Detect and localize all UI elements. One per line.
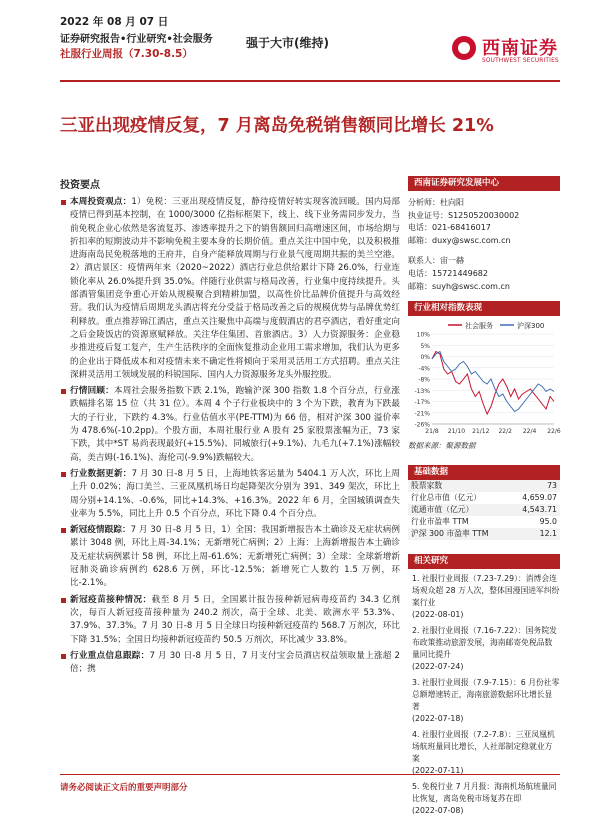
related-report-date: (2022-07-11) [412, 766, 464, 776]
analyst-license: 执业证号：S1250520030002 [408, 210, 520, 220]
point-head: 行情回顾： [70, 386, 114, 397]
analyst-box-title: 西南证券研究发展中心 [408, 176, 560, 191]
point-head: 行业重点信息跟踪： [70, 650, 150, 661]
y-tick-label: -13% [414, 387, 430, 395]
relative-index-chart [408, 318, 560, 438]
point-investment-view [60, 196, 400, 382]
contact-name: 联系人：宙一赫 [408, 256, 464, 266]
point-text: 7 月 30 日-8 月 5 日，1）全国：我国新增报告本土确诊及无症状病例累计 3048 例，环比上周-34.1%；无新增死亡病例；2）上海：上海新增报告本土确诊及无症状病例累计 58 例，环比上周-61.6%；无新增死亡病例；3）全球：全球新增新冠肺炎确诊病例约 628.6 万例，环比-12.5%；新增死亡人数约 1.5 万例，环比-2.1%。 [70, 525, 400, 589]
report-type: 证券研究报告•行业研究•社会服务 [60, 34, 213, 45]
industry-rating: 强于大市(维持) [246, 36, 329, 50]
basic-data-label: 行业总市值（亿元） [411, 493, 482, 503]
point-covid-tracking [60, 524, 400, 590]
points-heading: 投资要点 [60, 180, 100, 191]
contact-email[interactable]: 邮箱：suyh@swsc.com.cn [408, 281, 510, 291]
point-head: 本周投资观点： [70, 197, 132, 207]
legend-label: 沪深300 [517, 322, 545, 331]
point-market-review [60, 385, 400, 465]
header-divider [60, 80, 560, 82]
y-tick-label: 5% [420, 342, 430, 350]
related-report-title: 3. 社服行业周报（7.9-7.15）：6 月份社零总额增速转正，海南旅游数据环比增长显著 [412, 678, 560, 712]
basic-data-label: 流通市值（亿元） [411, 505, 474, 515]
basic-data-value: 4,659.07 [522, 493, 557, 503]
y-tick-label: 0% [420, 354, 430, 362]
investment-points [60, 176, 400, 679]
related-report-title: 4. 社服行业周报（7.2-7.8）：三亚凤凰机场航班量同比增长，人社部制定稳就业方案 [412, 730, 555, 764]
point-industry-data [60, 468, 400, 521]
company-logo [452, 34, 562, 70]
logo-english-name: SOUTHWEST SECURITIES [482, 58, 559, 64]
point-text: 7 月 30 日-8 月 5 日，上海地铁客运量为 5404.1 万人次，环比上周上升 0.02%；海口美兰、三亚凤凰机场日均起降架次分别为 391、349 架次，环比上周分别+14.1%、-0.6%，同比+14.3%、+16.3%。2022 年 6 月，全国城镇调查失业率为 5.5%，同比上升 0.5 个百分点，环比下降 0.4 个百分点。 [70, 468, 400, 519]
y-tick-label: -8% [418, 376, 430, 384]
point-text: 截至 8 月 5 日，全国累计报告接种新冠病毒疫苗约 34.3 亿剂次，每百人新冠疫苗接种量为 240.2 剂次，高于全球、北美、欧洲水平 53.3%、37.9%、37.3%。7 月 30 日-8 月 5 日全球日均接种新冠疫苗约 568.7 万剂次，环比下降 31.5%；全国日均接种新冠疫苗约 50.5 万剂次，环比减少 33.8%。 [70, 594, 400, 645]
chart-box-title: 行业相对指数表现 [408, 301, 560, 316]
related-report-link[interactable] [408, 729, 560, 777]
analyst-phone: 电话：021-68416017 [408, 223, 491, 233]
y-tick-label: -21% [414, 410, 430, 418]
chart-source: 数据来源：聚源数据 [408, 441, 476, 451]
basic-data-table [408, 480, 560, 540]
footer-disclaimer: 请务必阅读正文后的重要声明部分 [60, 783, 188, 793]
basic-data-row [408, 528, 560, 540]
analyst-email[interactable]: 邮箱：duxy@swsc.com.cn [408, 235, 511, 245]
point-head: 行业数据更新： [70, 468, 132, 479]
basic-data-box [408, 465, 560, 540]
basic-data-label: 沪深 300 市盈率 TTM [411, 529, 489, 539]
point-text: 本周社会服务指数下跌 2.1%，跑输沪深 300 指数 1.8 个百分点，行业涨跌幅排名第 15 位（共 31 位）。本周 4 个子行业板块中的 3 个为下跌，教育为下跌最大的子行业，下跌约 4.3%。行业估值水平(PE-TTM)为 66 倍，相对沪深 300 溢价率为 478.6%(-10.2pp)。个股方面，本周社服行业 A 股有 25 家股票涨幅为正，73 家下跌，其中*ST 易尚表现最好(+15.5%)、同城旅行(+9.1%)、九毛九(+7.1%)涨幅较高，美吉姆(-16.1%)、海伦司(-9.9%)跌幅较大。 [70, 386, 400, 463]
analyst-name: 分析师：杜向阳 [408, 198, 464, 207]
basic-data-value: 4,543.71 [522, 505, 557, 515]
report-series: 社服行业周报（7.30-8.5） [60, 48, 193, 60]
related-box-title: 相关研究 [408, 554, 560, 569]
basic-data-row [408, 480, 560, 492]
basic-data-label: 行业市盈率 TTM [411, 517, 469, 527]
related-report-date: (2022-08-01) [412, 610, 464, 620]
basic-data-row [408, 504, 560, 516]
y-tick-label: -4% [418, 365, 430, 373]
x-tick-label: 22/4 [522, 428, 537, 436]
y-tick-label: -26% [414, 421, 430, 429]
related-report-title: 5. 免税行业 7 月月报：海南机场航班量同比恢复，离岛免税市场复苏在即 [412, 782, 557, 804]
report-date: 2022 年 08 月 07 日 [60, 16, 169, 28]
basic-data-label: 股票家数 [411, 481, 443, 491]
related-report-date: (2022-07-18) [412, 714, 464, 724]
basic-data-row [408, 516, 560, 528]
x-tick-label: 21/8 [425, 428, 439, 436]
basic-box-title: 基础数据 [408, 465, 560, 480]
report-header [60, 14, 560, 80]
point-head: 新冠疫苗接种情况： [70, 594, 152, 605]
point-text: 1）免税：三亚出现疫情反复，静待疫情好转实现客流回暖。国内局部疫情已得到基本控制，在 1000/3000 亿指标框架下，线上、线下业务需同步发力，当前免税企业心依然是客流复苏、渗透率提升之下的销售额回归高增速区间，市场给期与折扣率的短期波动并不影响免税主要本身的长期价值。重点关注中国中免，以及积极推进海南岛民免税落地的王府井，自身产能释放周期与行业景气度周期共振的美兰空港。2）酒店景区：疫情两年来（2020~2022）酒店行业总供给累计下降 26.0%，行业连锁化率从 26.0%提升到 35.0%。伴随行业供需与格局改善，行业集中度持续提升。头部酒管集团竞争重心开始从规模聚合到精耕加盟，以高性价比品牌价值提升与高效经营。我们认为疫情后周期龙头酒店将充分受益于格局改善之后的规模优势与品牌优势红利释放。重点推荐锦江酒店，重点关注聚焦中高端与度假酒店的君亭酒店，看好重定向之后金陵饭店的资源禀赋释放。关注华住集团、首旅酒店。3）人力资源服务：企业稳步推进疫后复工复产，生产生活秩序的全面恢复推动企业用工需求增加，我们认为更多的企业出于降低成本和对疫情未来不确定性将倾向于采用灵活用工方式招聘。重点关注深耕灵活用工领域发展的科锐国际、国内人力资源服务龙头外服控股。 [70, 197, 400, 380]
related-report-title: 1. 社服行业周报（7.23-7.29）：消博会连场观众超 28 万人次，整体国漫国进军纠纷案行业 [412, 574, 560, 608]
y-tick-label: 10% [416, 331, 430, 339]
report-title: 三亚出现疫情反复，7 月离岛免税销售额同比增长 21% [60, 116, 494, 136]
related-report-link[interactable] [408, 573, 560, 621]
point-text: 7 月 30 日-8 月 5 日，7 月支付宝会员酒店权益领取量上涨超 2 倍；携 [70, 650, 400, 675]
basic-data-row [408, 492, 560, 504]
sidebar [408, 176, 560, 817]
basic-data-value: 73 [547, 481, 557, 491]
basic-data-value: 12.1 [539, 529, 557, 539]
point-vaccination [60, 594, 400, 647]
related-report-date: (2022-07-08) [412, 806, 464, 816]
x-tick-label: 22/6 [547, 428, 561, 436]
related-report-link[interactable] [408, 625, 560, 673]
x-tick-label: 21/12 [472, 428, 490, 436]
related-report-date: (2022-07-24) [412, 662, 464, 672]
logo-mark-icon [452, 36, 476, 60]
series-line-1 [432, 352, 554, 412]
x-tick-label: 22/2 [498, 428, 512, 436]
x-tick-label: 21/10 [447, 428, 466, 436]
point-head: 新冠疫情跟踪： [70, 525, 131, 536]
relative-index-chart-box [408, 301, 560, 451]
y-tick-label: -17% [414, 399, 430, 407]
basic-data-value: 95.0 [539, 517, 557, 527]
related-report-title: 2. 社服行业周报（7.16-7.22）：国务院发布政策推动旅游发展，海南邮寄免税品数量同比提升 [412, 626, 557, 660]
logo-name: 西南证券 [482, 38, 558, 59]
related-report-link[interactable] [408, 677, 560, 725]
contact-phone: 电话：15721449682 [408, 268, 488, 278]
legend-label: 社会服务 [465, 322, 493, 331]
point-key-news [60, 650, 400, 677]
